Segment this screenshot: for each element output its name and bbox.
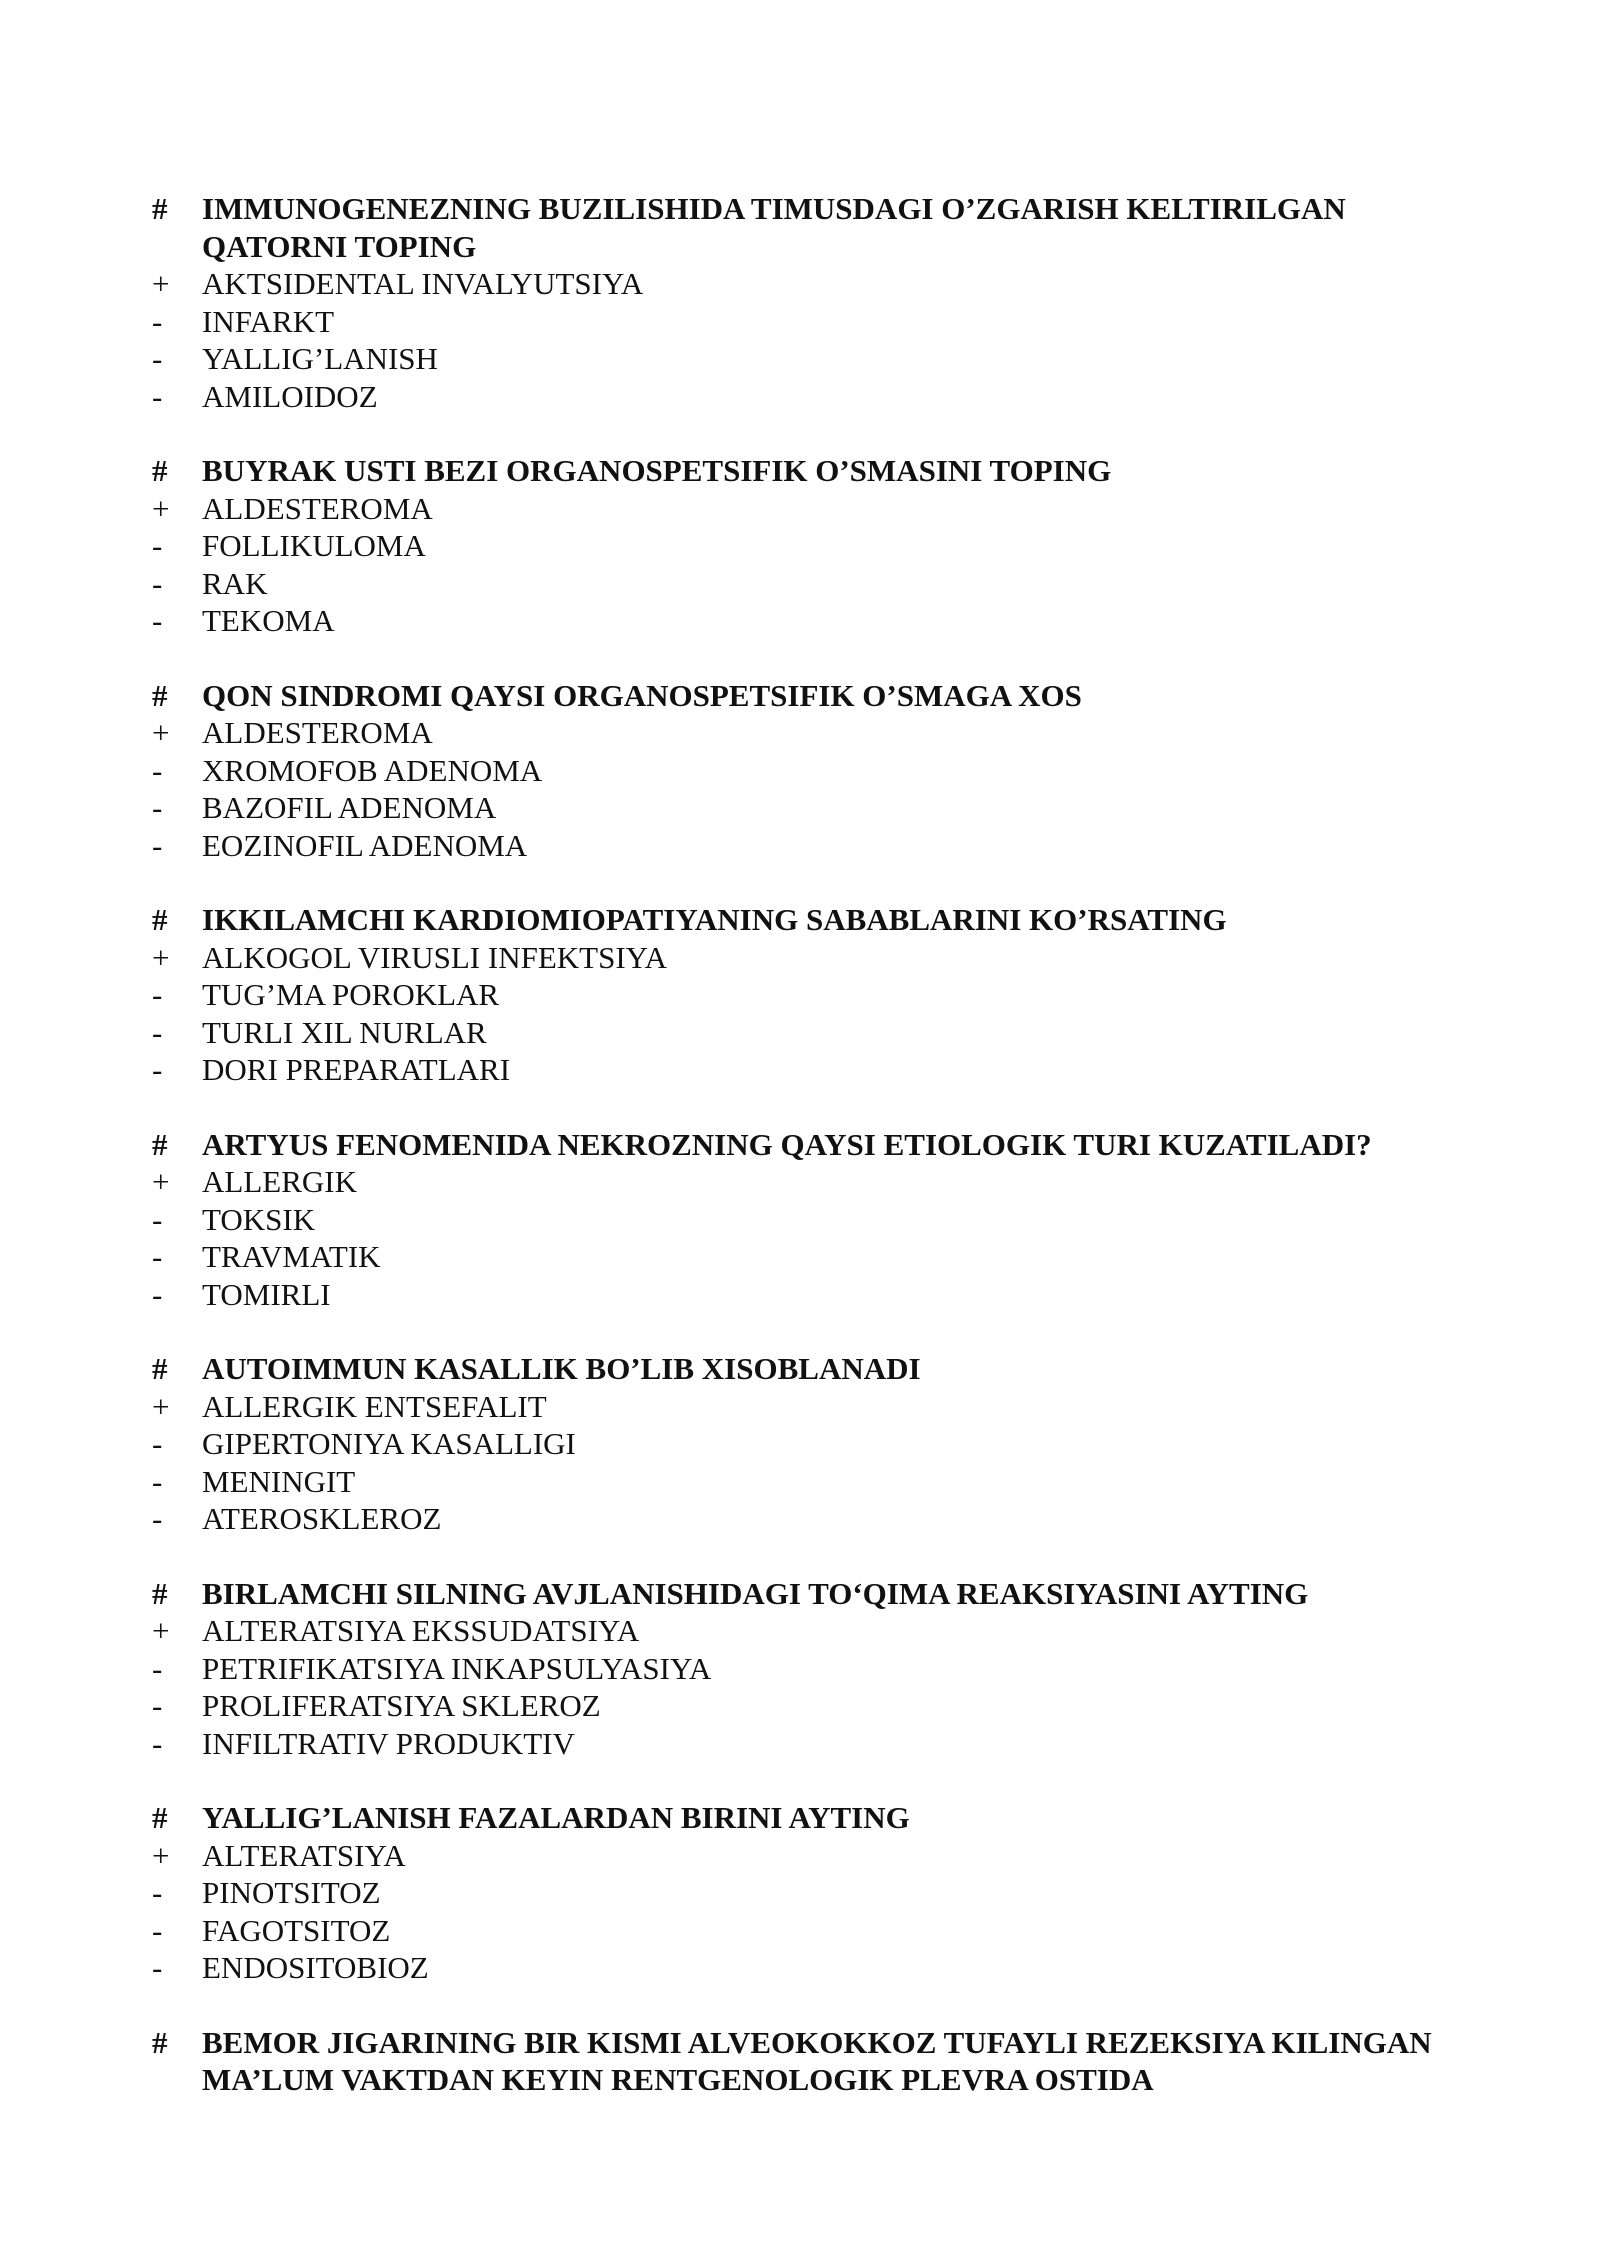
option-marker: + xyxy=(152,715,170,750)
question-marker: # xyxy=(152,1575,168,1611)
option-marker: - xyxy=(152,827,163,863)
option-text: AKTSIDENTAL INVALYUTSIYA xyxy=(202,266,644,301)
option-marker: + xyxy=(152,939,170,975)
option-text: TRAVMATIK xyxy=(202,1239,381,1274)
question-line xyxy=(152,2024,1452,2099)
option-text: ATEROSKLEROZ xyxy=(202,1501,442,1536)
option-marker: + xyxy=(152,1837,170,1873)
option-text: ALLERGIK ENTSEFALIT xyxy=(202,1388,547,1424)
option-marker: - xyxy=(152,1276,163,1312)
answer-option xyxy=(152,1650,1452,1688)
question-marker: # xyxy=(152,1351,168,1386)
question-marker: # xyxy=(152,453,168,488)
question-line xyxy=(152,190,1452,265)
answer-option xyxy=(152,976,1452,1014)
answer-option xyxy=(152,1949,1452,1987)
question-block xyxy=(152,901,1452,1089)
option-text: XROMOFOB ADENOMA xyxy=(202,752,543,788)
answer-option xyxy=(152,1612,1452,1650)
option-text: AMILOIDOZ xyxy=(202,378,378,414)
answer-option xyxy=(152,602,1452,640)
option-text: GIPERTONIYA KASALLIGI xyxy=(202,1426,576,1461)
option-marker: - xyxy=(152,1950,163,1985)
option-marker: - xyxy=(152,1463,163,1499)
question-text: BUYRAK USTI BEZI ORGANOSPETSIFIK O’SMASINI TOPING xyxy=(202,453,1112,488)
answer-option xyxy=(152,1276,1452,1314)
answer-option xyxy=(152,527,1452,565)
option-marker: - xyxy=(152,1239,163,1274)
option-text: BAZOFIL ADENOMA xyxy=(202,790,497,825)
option-text: ALDESTEROMA xyxy=(202,490,433,526)
answer-option xyxy=(152,1425,1452,1463)
option-text: ALTERATSIYA EKSSUDATSIYA xyxy=(202,1613,640,1648)
option-text: INFILTRATIV PRODUKTIV xyxy=(202,1725,575,1761)
option-marker: - xyxy=(152,752,163,788)
question-marker: # xyxy=(152,1126,168,1162)
option-text: TURLI XIL NURLAR xyxy=(202,1014,487,1050)
option-marker: - xyxy=(152,303,163,339)
option-text: MENINGIT xyxy=(202,1463,356,1499)
option-text: YALLIG’LANISH xyxy=(202,341,438,376)
option-text: ENDOSITOBIOZ xyxy=(202,1950,429,1985)
answer-option xyxy=(152,1014,1452,1052)
answer-option xyxy=(152,1463,1452,1501)
question-text: IKKILAMCHI KARDIOMIOPATIYANING SABABLARINI KO’RSATING xyxy=(202,902,1227,937)
question-block xyxy=(152,1350,1452,1538)
answer-option xyxy=(152,1201,1452,1239)
answer-option xyxy=(152,490,1452,528)
question-block xyxy=(152,452,1452,640)
answer-option xyxy=(152,1687,1452,1725)
question-text: QON SINDROMI QAYSI ORGANOSPETSIFIK O’SMAGA XOS xyxy=(202,677,1082,713)
option-text: EOZINOFIL ADENOMA xyxy=(202,827,528,863)
option-text: FOLLIKULOMA xyxy=(202,528,426,563)
option-marker: - xyxy=(152,378,163,414)
option-marker: + xyxy=(152,1164,170,1199)
answer-option xyxy=(152,340,1452,378)
question-block xyxy=(152,190,1452,415)
option-text: TOKSIK xyxy=(202,1201,316,1237)
question-marker: # xyxy=(152,1800,168,1835)
answer-option xyxy=(152,303,1452,341)
answer-option xyxy=(152,827,1452,865)
option-text: TOMIRLI xyxy=(202,1276,331,1312)
option-marker: - xyxy=(152,1875,163,1910)
option-text: PETRIFIKATSIYA INKAPSULYASIYA xyxy=(202,1650,712,1686)
answer-option xyxy=(152,265,1452,303)
answer-option xyxy=(152,1051,1452,1089)
option-marker: - xyxy=(152,1650,163,1686)
question-list xyxy=(152,190,1452,2136)
option-marker: - xyxy=(152,1688,163,1723)
answer-option xyxy=(152,714,1452,752)
answer-option xyxy=(152,1500,1452,1538)
option-marker: - xyxy=(152,341,163,376)
question-line xyxy=(152,1126,1452,1164)
question-line xyxy=(152,452,1452,490)
answer-option xyxy=(152,378,1452,416)
option-text: ALTERATSIYA xyxy=(202,1837,406,1873)
question-marker: # xyxy=(152,191,168,226)
option-text: PROLIFERATSIYA SKLEROZ xyxy=(202,1688,601,1723)
question-line xyxy=(152,901,1452,939)
option-marker: - xyxy=(152,1014,163,1050)
answer-option xyxy=(152,1163,1452,1201)
answer-option xyxy=(152,1912,1452,1950)
option-marker: - xyxy=(152,565,163,601)
question-text: BEMOR JIGARINING BIR KISMI ALVEOKOKKOZ TUFAYLI REZEKSIYA KILINGAN MA’LUM VAKTDAN KEYIN RENTGENOLOGIK PLEVRA OSTIDA xyxy=(202,2024,1432,2097)
question-text: IMMUNOGENEZNING BUZILISHIDA TIMUSDAGI O’ZGARISH KELTIRILGAN QATORNI TOPING xyxy=(202,191,1346,264)
option-text: RAK xyxy=(202,565,268,601)
question-line xyxy=(152,1799,1452,1837)
question-block xyxy=(152,1126,1452,1314)
option-marker: - xyxy=(152,1725,163,1761)
question-block xyxy=(152,1575,1452,1763)
question-text: AUTOIMMUN KASALLIK BO’LIB XISOBLANADI xyxy=(202,1351,921,1386)
option-text: FAGOTSITOZ xyxy=(202,1912,391,1948)
option-text: ALDESTEROMA xyxy=(202,715,433,750)
answer-option xyxy=(152,1725,1452,1763)
answer-option xyxy=(152,1388,1452,1426)
option-marker: + xyxy=(152,266,170,301)
option-marker: - xyxy=(152,603,163,638)
answer-option xyxy=(152,1238,1452,1276)
answer-option xyxy=(152,789,1452,827)
option-text: ALLERGIK xyxy=(202,1164,357,1199)
option-marker: - xyxy=(152,1052,163,1087)
answer-option xyxy=(152,1837,1452,1875)
question-text: ARTYUS FENOMENIDA NEKROZNING QAYSI ETIOLOGIK TURI KUZATILADI? xyxy=(202,1126,1372,1162)
option-text: TUG’MA POROKLAR xyxy=(202,977,500,1012)
option-marker: - xyxy=(152,1912,163,1948)
option-marker: + xyxy=(152,1613,170,1648)
option-text: PINOTSITOZ xyxy=(202,1875,381,1910)
question-text: BIRLAMCHI SILNING AVJLANISHIDAGI TO‘QIMA REAKSIYASINI AYTING xyxy=(202,1575,1309,1611)
question-marker: # xyxy=(152,2024,168,2060)
option-marker: - xyxy=(152,790,163,825)
answer-option xyxy=(152,1874,1452,1912)
option-text: DORI PREPARATLARI xyxy=(202,1052,511,1087)
option-text: ALKOGOL VIRUSLI INFEKTSIYA xyxy=(202,939,667,975)
answer-option xyxy=(152,939,1452,977)
answer-option xyxy=(152,565,1452,603)
option-marker: + xyxy=(152,1388,170,1424)
option-marker: - xyxy=(152,1201,163,1237)
option-marker: + xyxy=(152,490,170,526)
option-marker: - xyxy=(152,1501,163,1536)
option-marker: - xyxy=(152,528,163,563)
option-text: TEKOMA xyxy=(202,603,335,638)
question-block xyxy=(152,2024,1452,2099)
option-text: INFARKT xyxy=(202,303,335,339)
question-marker: # xyxy=(152,902,168,937)
question-line xyxy=(152,1575,1452,1613)
option-marker: - xyxy=(152,977,163,1012)
answer-option xyxy=(152,752,1452,790)
question-line xyxy=(152,677,1452,715)
question-text: YALLIG’LANISH FAZALARDAN BIRINI AYTING xyxy=(202,1800,910,1835)
question-marker: # xyxy=(152,677,168,713)
question-line xyxy=(152,1350,1452,1388)
question-block xyxy=(152,677,1452,865)
question-block xyxy=(152,1799,1452,1987)
option-marker: - xyxy=(152,1426,163,1461)
